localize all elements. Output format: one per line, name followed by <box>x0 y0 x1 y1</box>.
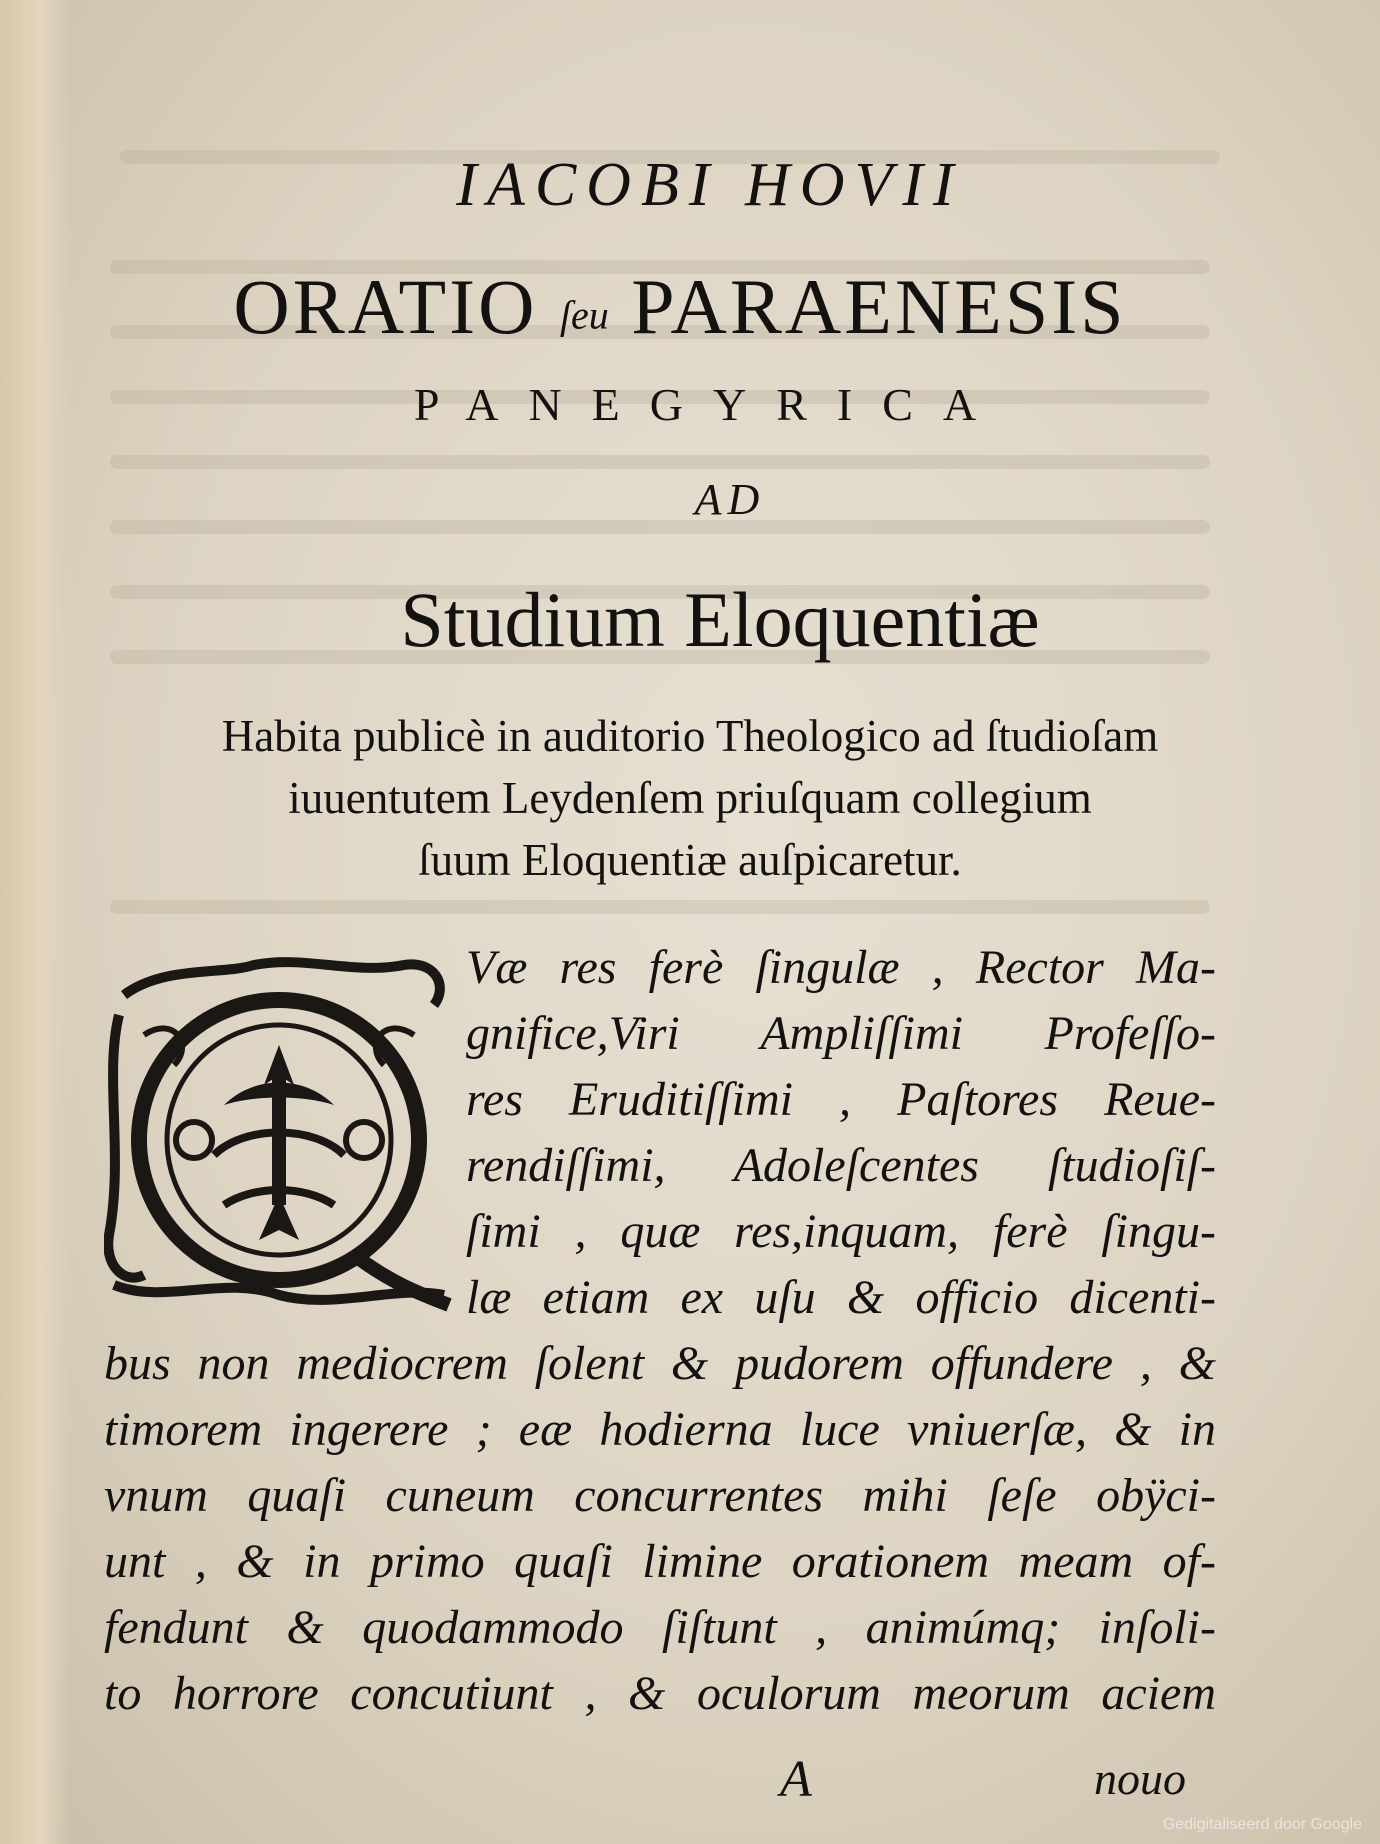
title-oratio: ORATIO <box>233 263 538 350</box>
title-line-oratio <box>0 262 1370 352</box>
body-line: rendiſſimi, Adoleſcentes ſtudioſiſ- <box>466 1139 1216 1192</box>
catchword: nouo <box>1094 1753 1186 1804</box>
author-heading: IACOBI HOVII <box>456 151 964 219</box>
decorated-initial-q <box>104 955 454 1315</box>
subtitle-line: iuuentutem Leydenſem priuſquam collegium <box>288 773 1092 823</box>
subtitle-line: Habita publicè in auditorio Theologico ad ſtudioſam <box>221 711 1159 761</box>
body-line: bus non mediocrem ſolent & pudorem offundere , & <box>104 1337 1216 1390</box>
signature-mark: A <box>780 1751 812 1808</box>
body-line: ſimi , quæ res,inquam, ferè ſingu- <box>466 1205 1216 1258</box>
title-seu: ſeu <box>559 292 609 338</box>
body-line: to horrore concutiunt , & oculorum meorum aciem <box>104 1667 1216 1720</box>
body-line: vnum quaſi cuneum concurrentes mihi ſeſe obÿci- <box>104 1469 1216 1522</box>
digitization-watermark: Gedigitaliseerd door Google <box>1162 1816 1362 1833</box>
title-ad: AD <box>694 475 766 524</box>
body-line: res Eruditiſſimi , Paſtores Reue- <box>466 1073 1216 1126</box>
body-line: gnifice,Viri Ampliſſimi Profeſſo- <box>466 1007 1216 1060</box>
body-line: Væ res ferè ſingulæ , Rector Ma- <box>466 941 1216 994</box>
body-line: fendunt & quodammodo ſiſtunt , animúmq; inſoli- <box>104 1601 1216 1654</box>
subtitle-line: ſuum Eloquentiæ auſpicaretur. <box>418 835 962 885</box>
title-studium: Studium Eloquentiæ <box>400 576 1040 663</box>
body-line: timorem ingerere ; eæ hodierna luce vniuerſæ, & in <box>104 1403 1216 1456</box>
title-paraenesis: PARAENESIS <box>631 263 1127 350</box>
body-line: læ etiam ex uſu & officio dicenti- <box>466 1271 1216 1324</box>
body-line: unt , & in primo quaſi limine orationem meam of- <box>104 1535 1216 1588</box>
title-panegyrica: PANEGYRICA <box>413 379 1007 430</box>
